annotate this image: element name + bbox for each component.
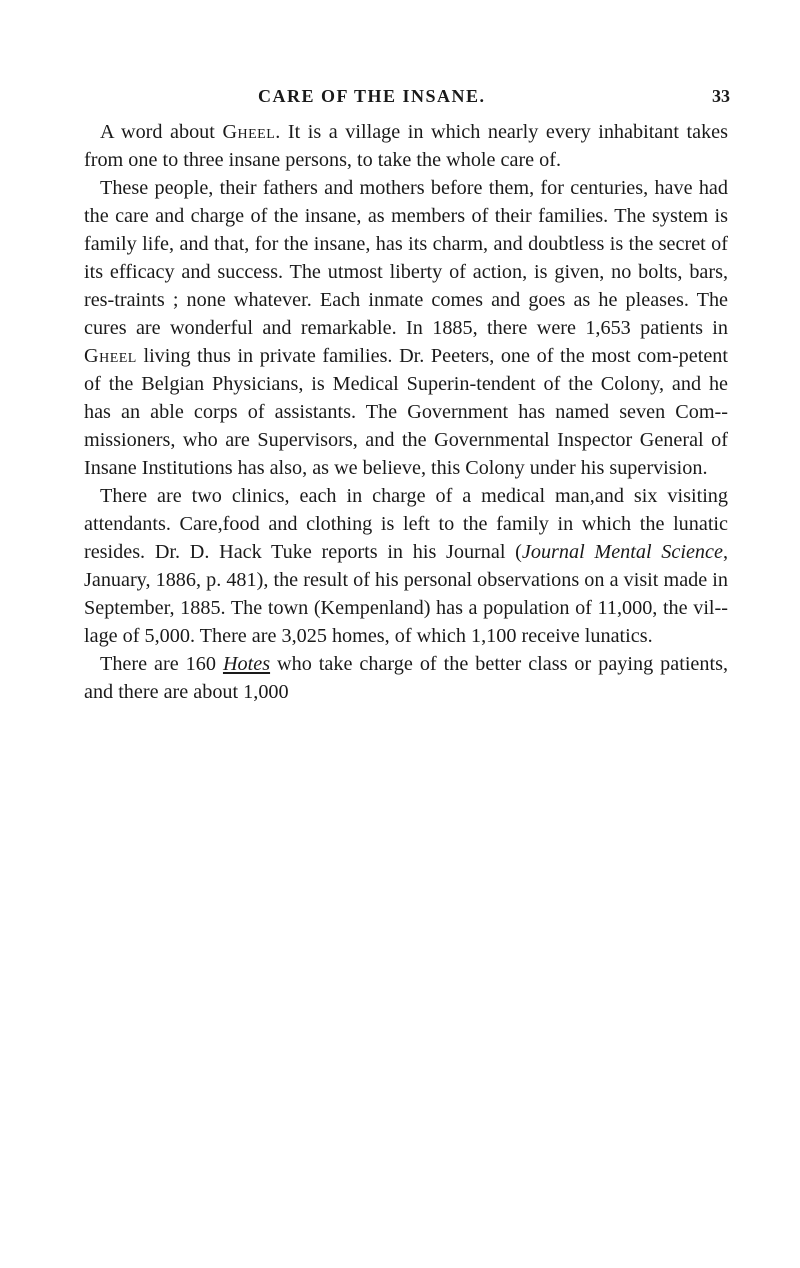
- paragraph: [84, 650, 728, 706]
- paragraph: [84, 482, 728, 650]
- text-run: . It is a village in which nearly every inhabitant takes from one to three insane persons, to take the whole care of.: [84, 121, 728, 171]
- page-number: 33: [712, 86, 730, 106]
- paragraph: [84, 118, 728, 174]
- book-page: [84, 86, 728, 1246]
- place-name-gheel: Gheel: [222, 121, 276, 143]
- text-run: A word about: [100, 121, 223, 143]
- running-head-title: CARE OF THE INSANE.: [258, 86, 486, 106]
- text-run: There are 160: [100, 653, 223, 675]
- text-run: who take charge of the better class or paying patients, and there are about 1,000: [84, 653, 728, 703]
- place-name-gheel: Gheel: [84, 345, 137, 367]
- text-run: living thus in private families. Dr. Peeters, one of the most com-petent of the Belgian Physicians, is Medical Superin-tendent of the Colony, and he has an able corps of assistants. The Government has named seven Com-missioners, who are Supervisors, and the Governmental Inspector General of Insane Institutions has also, as we believe, this Colony under his supervision.: [84, 345, 728, 479]
- text-run: , January, 1886, p. 481), the result of his personal observations on a visit made in September, 1885. The town (Kempenland) has a population of 11,000, the vil-lage of 5,000. There are 3,025 homes, of which 1,100 receive lunatics.: [84, 541, 728, 647]
- text-run: There are two clinics, each in charge of a medical man,and six visiting attendants. Care,food and clothing is left to the family in which the lunatic resides. Dr. D. Hack Tuke reports in his Journal (: [84, 485, 728, 563]
- running-head: [84, 86, 728, 116]
- paragraph: [84, 174, 728, 482]
- text-run: These people, their fathers and mothers before them, for centuries, have had the care and charge of the insane, as members of their families. The system is family life, and that, for the insane, has its charm, and doubtless is the secret of its efficacy and success. The utmost liberty of action, is given, no bolts, bars, res-traints ; none whatever. Each inmate comes and goes as he pleases. The cures are wonderful and remarkable. In 1885, there were 1,653 patients in: [84, 177, 728, 339]
- body-text: [84, 118, 728, 706]
- hotes-term: Hotes: [222, 653, 271, 675]
- journal-title: Journal Mental Science: [521, 541, 723, 563]
